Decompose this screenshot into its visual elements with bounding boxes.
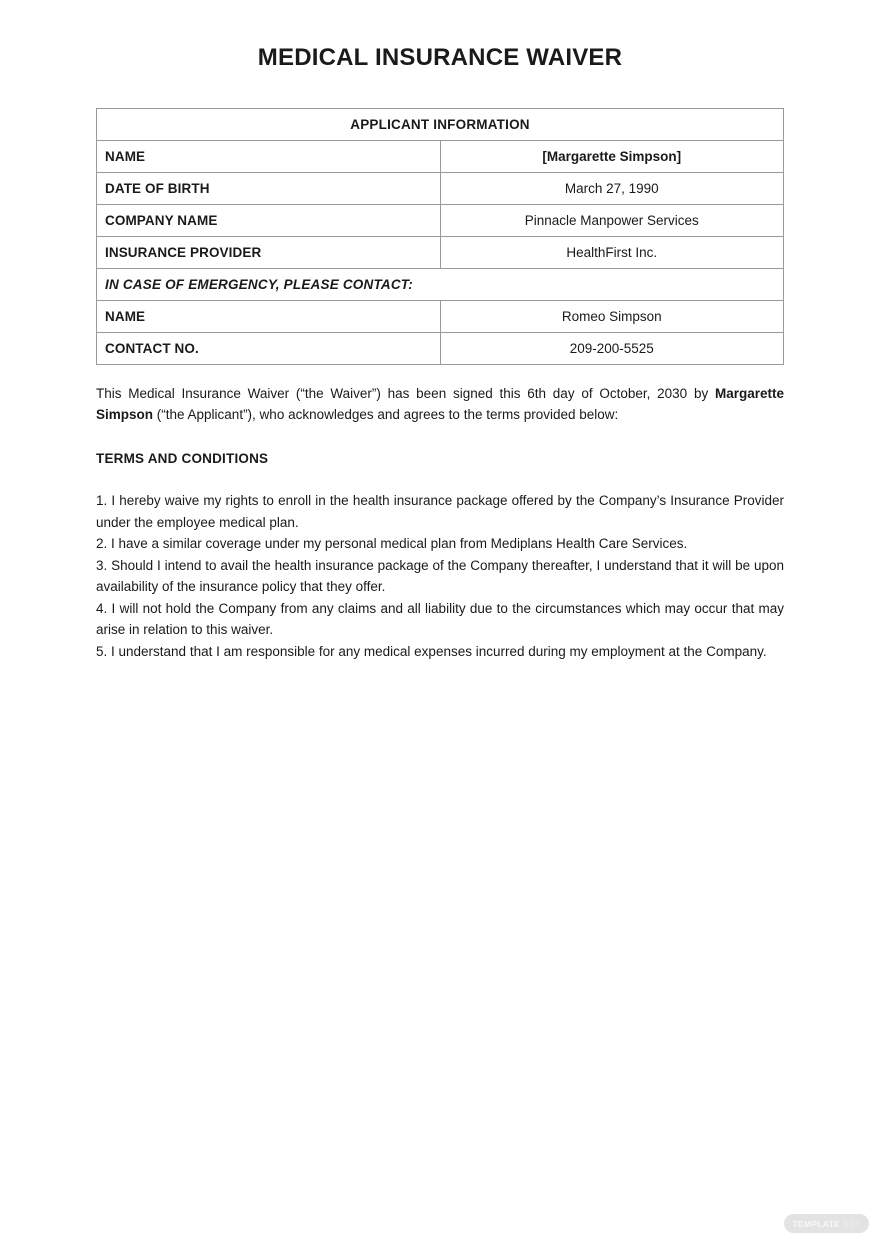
waiver-intro-paragraph: [96, 383, 784, 425]
table-row: [97, 173, 784, 205]
watermark-label-main: TEMPLATE: [792, 1218, 840, 1229]
table-header-row: [97, 109, 784, 141]
row-label-insurance-provider: INSURANCE PROVIDER: [97, 237, 441, 269]
row-label-company-name: COMPANY NAME: [97, 205, 441, 237]
terms-list: [96, 490, 784, 662]
table-section-row: [97, 269, 784, 301]
row-label-name: NAME: [97, 141, 441, 173]
applicant-information-table: [96, 108, 784, 365]
terms-and-conditions-heading: TERMS AND CONDITIONS: [96, 451, 269, 466]
row-value-emergency-name[interactable]: Romeo Simpson: [440, 301, 784, 333]
row-value-insurance-provider[interactable]: HealthFirst Inc.: [440, 237, 784, 269]
intro-text-part-2: (“the Applicant”), who acknowledges and agrees to the terms provided below:: [153, 407, 619, 422]
template-net-watermark: [784, 1214, 869, 1233]
row-value-company-name[interactable]: Pinnacle Manpower Services: [440, 205, 784, 237]
row-label-emergency-name: NAME: [97, 301, 441, 333]
row-label-emergency-contact-no: CONTACT NO.: [97, 333, 441, 365]
list-item: 3. Should I intend to avail the health insurance package of the Company thereafter, I understand that it will be upon availability of the insurance policy that they offer.: [96, 557, 784, 594]
watermark-label-tld: .NET: [840, 1218, 861, 1229]
intro-applicant-name: Margarette Simpson: [96, 386, 784, 422]
row-label-date-of-birth: DATE OF BIRTH: [97, 173, 441, 205]
table-row: [97, 237, 784, 269]
document-body: [96, 108, 784, 662]
list-item: 2. I have a similar coverage under my personal medical plan from Mediplans Health Care Services.: [96, 536, 688, 551]
row-value-date-of-birth[interactable]: March 27, 1990: [440, 173, 784, 205]
table-row: [97, 333, 784, 365]
table-body: [97, 109, 784, 365]
table-row: [97, 301, 784, 333]
row-value-emergency-contact-no[interactable]: 209-200-5525: [440, 333, 784, 365]
list-item: 4. I will not hold the Company from any claims and all liability due to the circumstances which may occur that may arise in relation to this waiver.: [96, 600, 784, 637]
applicant-information-header: APPLICANT INFORMATION: [97, 109, 784, 141]
page-title: MEDICAL INSURANCE WAIVER: [257, 44, 623, 71]
list-item: 1. I hereby waive my rights to enroll in the health insurance package offered by the Company’s Insurance Provider under the employee medical plan.: [96, 493, 784, 530]
table-row: [97, 205, 784, 237]
intro-text-part-1: This Medical Insurance Waiver (“the Waiver”) has been signed this 6th day of October, 2030 by: [96, 386, 715, 401]
row-value-name[interactable]: [Margarette Simpson]: [440, 141, 784, 173]
table-row: [97, 141, 784, 173]
emergency-contact-note: IN CASE OF EMERGENCY, PLEASE CONTACT:: [97, 269, 784, 301]
list-item: 5. I understand that I am responsible for any medical expenses incurred during my employment at the Company.: [96, 643, 767, 659]
